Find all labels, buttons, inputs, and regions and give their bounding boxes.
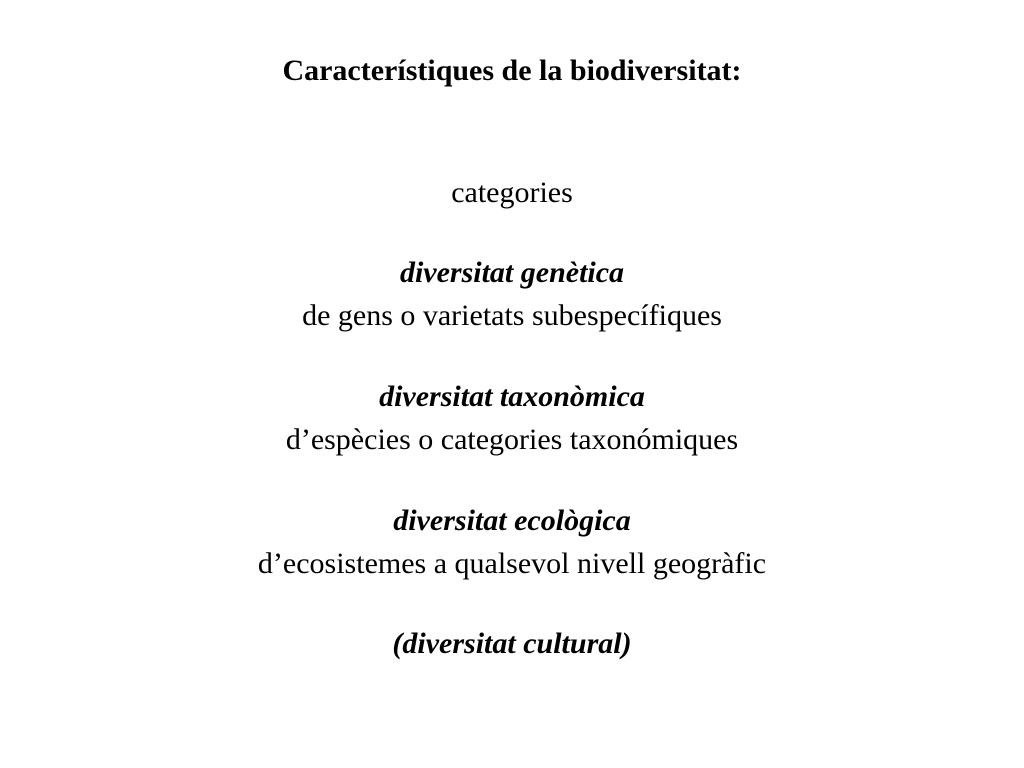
category-heading-cultural: (diversitat cultural) [392, 627, 632, 660]
slide-subtitle: categories [451, 176, 573, 209]
category-heading-taxonomic: diversitat taxonòmica [379, 380, 645, 413]
slide-title: Característiques de la biodiversitat: [282, 54, 742, 87]
category-description-ecological: d’ecosistemes a qualsevol nivell geogràfic [257, 547, 767, 580]
category-heading-genetic: diversitat genètica [399, 256, 625, 289]
category-description-taxonomic: d’espècies o categories taxonómiques [285, 423, 739, 456]
category-description-genetic: de gens o varietats subespecífiques [302, 299, 722, 332]
category-heading-ecological: diversitat ecològica [393, 504, 631, 537]
